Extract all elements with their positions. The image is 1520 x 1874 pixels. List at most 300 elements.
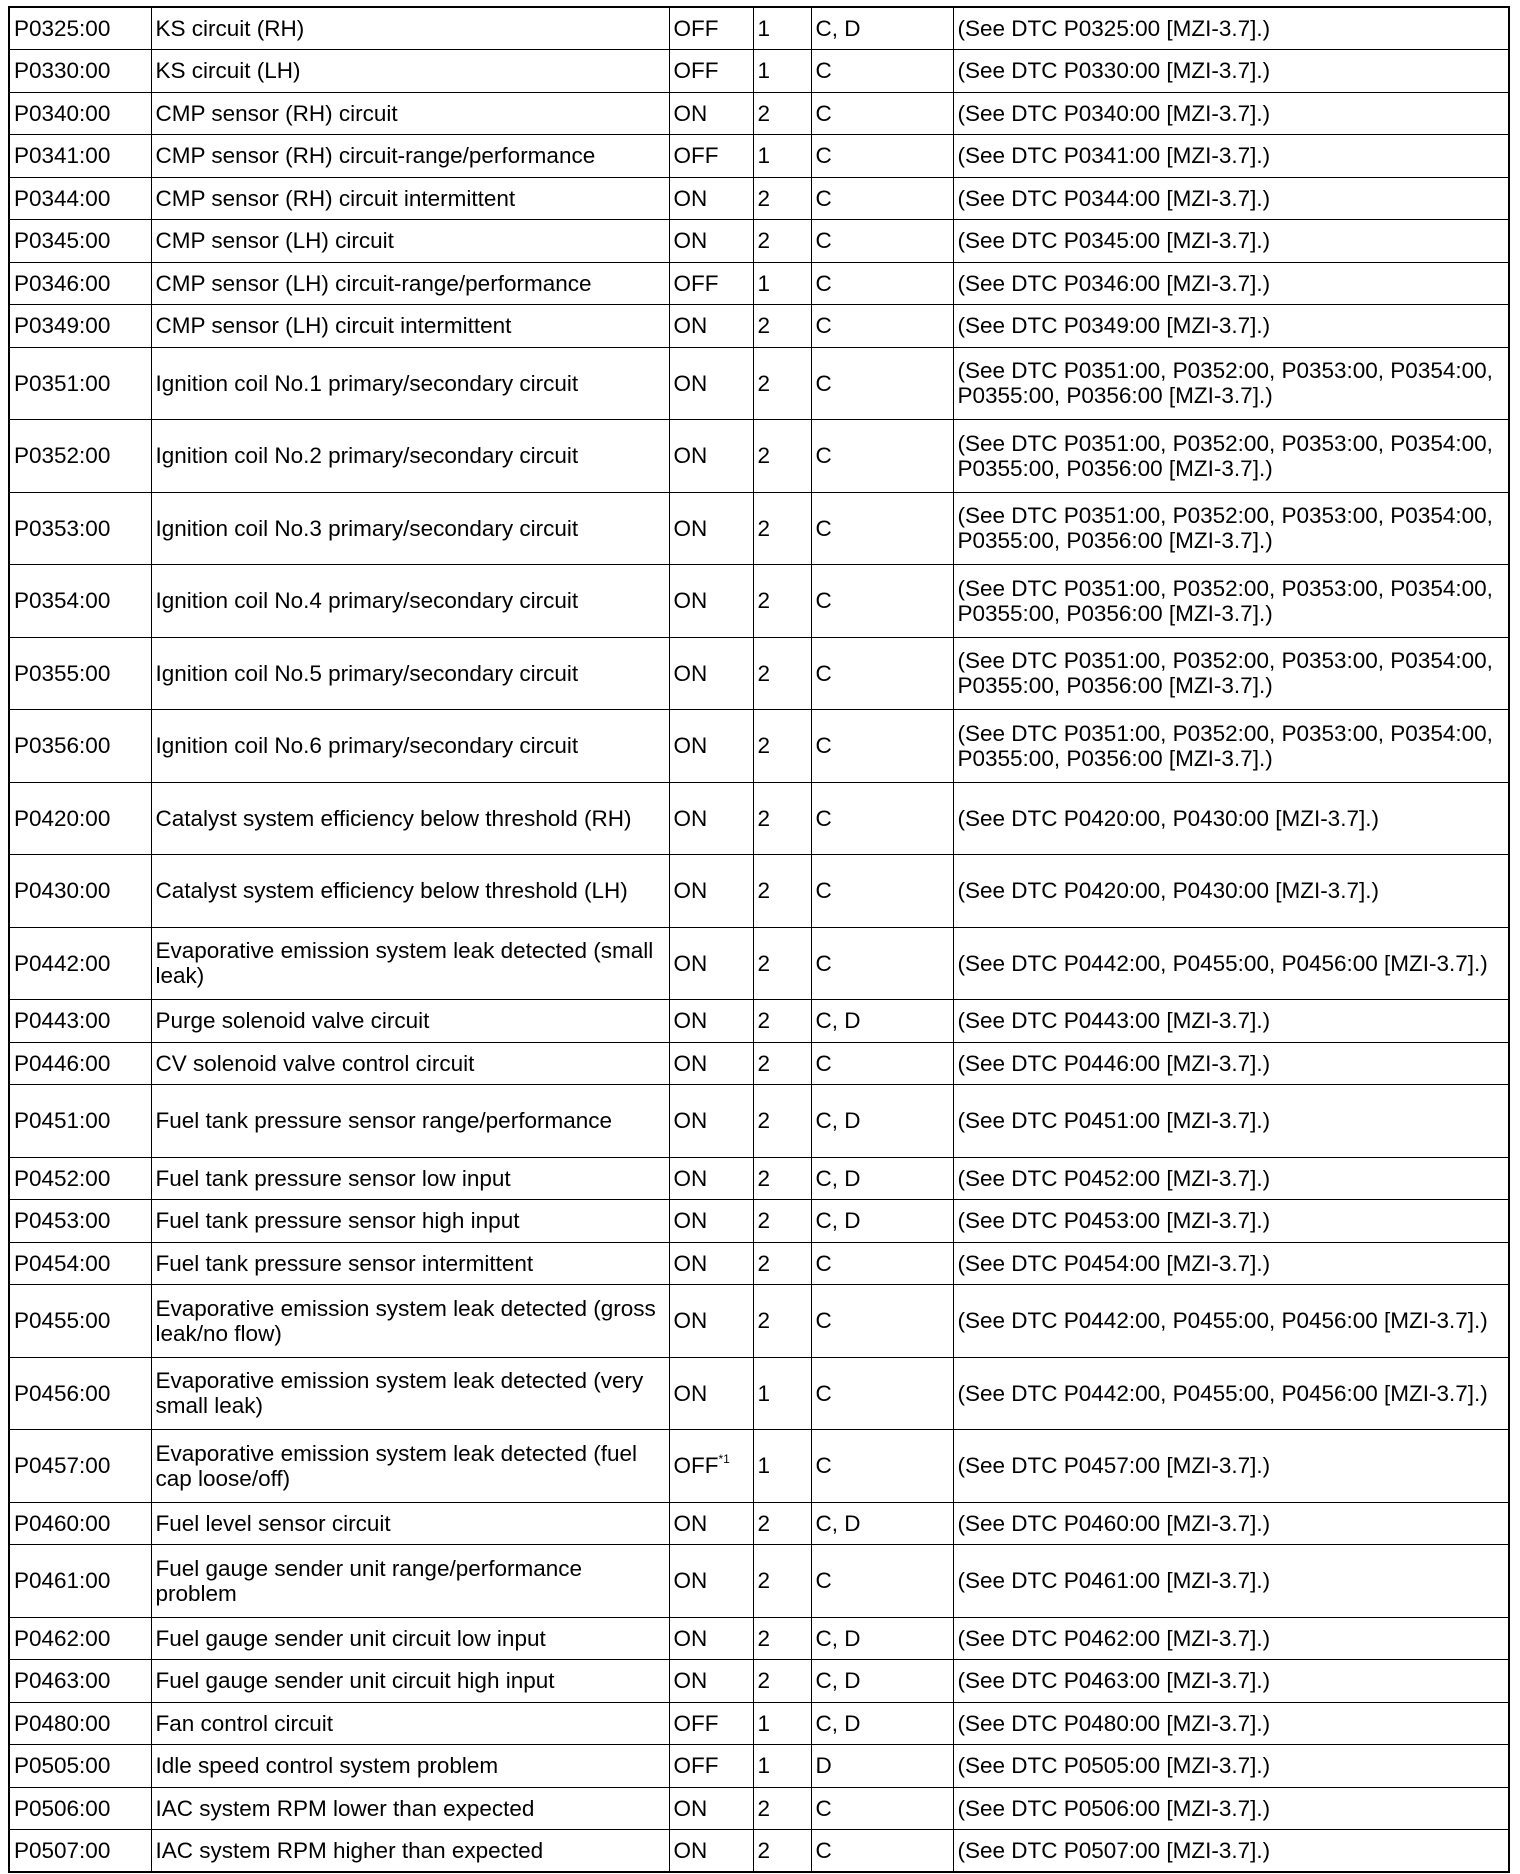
dtc-code-cell	[9, 1285, 151, 1358]
dtc-code-cell	[9, 1000, 151, 1043]
drive-cycle-cell	[753, 1787, 811, 1830]
reference-text: (See DTC P0505:00 [MZI-3.7].)	[957, 1753, 1271, 1779]
dtc-description-text: Fan control circuit	[155, 1710, 334, 1736]
mil-status-text: ON	[673, 1308, 708, 1334]
table-row	[9, 1617, 1509, 1660]
dtc-description-cell	[151, 7, 669, 50]
dtc-description-text: Evaporative emission system leak detected (small leak)	[155, 938, 654, 989]
drive-cycle-cell	[753, 1702, 811, 1745]
mil-status-cell	[669, 1830, 753, 1873]
dtc-code-text: P0349:00	[14, 313, 111, 339]
mil-status-cell	[669, 1085, 753, 1158]
table-row	[9, 1157, 1509, 1200]
monitor-item-text: C	[815, 515, 832, 541]
drive-cycle-cell	[753, 1357, 811, 1430]
monitor-item-cell	[811, 135, 953, 178]
table-row	[9, 92, 1509, 135]
reference-cell	[953, 1702, 1509, 1745]
dtc-code-text: P0351:00	[14, 370, 111, 396]
table-row	[9, 50, 1509, 93]
monitor-item-cell	[811, 1830, 953, 1873]
monitor-item-cell	[811, 1502, 953, 1545]
mil-status-cell	[669, 1285, 753, 1358]
drive-cycle-text: 2	[757, 1050, 771, 1076]
drive-cycle-text: 2	[757, 1795, 771, 1821]
drive-cycle-text: 2	[757, 805, 771, 831]
reference-cell	[953, 710, 1509, 783]
dtc-code-cell	[9, 1357, 151, 1430]
mil-status-text: OFF	[673, 270, 719, 296]
table-row	[9, 1242, 1509, 1285]
dtc-description-text: Fuel gauge sender unit range/performance problem	[155, 1555, 583, 1606]
mil-status-text: ON	[673, 588, 708, 614]
monitor-item-text: C	[815, 370, 832, 396]
dtc-description-text: Ignition coil No.1 primary/secondary circuit	[155, 370, 579, 396]
reference-cell	[953, 177, 1509, 220]
drive-cycle-text: 2	[757, 1568, 771, 1594]
dtc-code-text: P0462:00	[14, 1625, 111, 1651]
reference-text: (See DTC P0480:00 [MZI-3.7].)	[957, 1710, 1271, 1736]
dtc-description-cell	[151, 1357, 669, 1430]
mil-status-text: ON	[673, 950, 708, 976]
mil-status-cell	[669, 1157, 753, 1200]
dtc-description-text: Catalyst system efficiency below threshold (RH)	[155, 805, 632, 831]
reference-cell	[953, 1502, 1509, 1545]
reference-text: (See DTC P0341:00 [MZI-3.7].)	[957, 143, 1271, 169]
drive-cycle-text: 2	[757, 1008, 771, 1034]
dtc-code-text: P0443:00	[14, 1008, 111, 1034]
mil-status-text: ON	[673, 185, 708, 211]
reference-cell	[953, 1157, 1509, 1200]
drive-cycle-text: 2	[757, 185, 771, 211]
monitor-item-cell	[811, 855, 953, 928]
dtc-code-cell	[9, 565, 151, 638]
monitor-item-text: C	[815, 1250, 832, 1276]
dtc-code-text: P0453:00	[14, 1208, 111, 1234]
drive-cycle-cell	[753, 1745, 811, 1788]
monitor-item-cell	[811, 220, 953, 263]
dtc-code-cell	[9, 710, 151, 783]
reference-cell	[953, 420, 1509, 493]
table-row	[9, 1000, 1509, 1043]
dtc-description-text: Fuel tank pressure sensor range/performance	[155, 1108, 612, 1134]
drive-cycle-text: 2	[757, 660, 771, 686]
monitor-item-cell	[811, 347, 953, 420]
dtc-description-cell	[151, 135, 669, 178]
mil-status-cell	[669, 782, 753, 855]
dtc-description-text: Ignition coil No.6 primary/secondary circuit	[155, 733, 579, 759]
reference-text: (See DTC P0340:00 [MZI-3.7].)	[957, 100, 1271, 126]
mil-status-text: ON	[673, 313, 708, 339]
reference-text: (See DTC P0446:00 [MZI-3.7].)	[957, 1050, 1271, 1076]
monitor-item-cell	[811, 1702, 953, 1745]
table-row	[9, 637, 1509, 710]
monitor-item-text: C, D	[815, 1165, 861, 1191]
reference-text: (See DTC P0463:00 [MZI-3.7].)	[957, 1668, 1271, 1694]
reference-cell	[953, 1085, 1509, 1158]
mil-status-text: ON	[673, 1510, 708, 1536]
reference-cell	[953, 92, 1509, 135]
dtc-code-cell	[9, 1830, 151, 1873]
table-row	[9, 1745, 1509, 1788]
reference-text: (See DTC P0442:00, P0455:00, P0456:00 [MZI-3.7].)	[957, 1308, 1488, 1334]
table-row	[9, 7, 1509, 50]
drive-cycle-text: 2	[757, 1165, 771, 1191]
reference-text: (See DTC P0351:00, P0352:00, P0353:00, P0354:00, P0355:00, P0356:00 [MZI-3.7].)	[957, 358, 1493, 409]
monitor-item-cell	[811, 1357, 953, 1430]
monitor-item-cell	[811, 1285, 953, 1358]
dtc-description-cell	[151, 305, 669, 348]
monitor-item-cell	[811, 1787, 953, 1830]
mil-status-cell	[669, 262, 753, 305]
mil-status-text: ON	[673, 1795, 708, 1821]
table-row	[9, 565, 1509, 638]
mil-status-cell	[669, 927, 753, 1000]
monitor-item-text: C	[815, 733, 832, 759]
dtc-code-text: P0340:00	[14, 100, 111, 126]
table-row	[9, 347, 1509, 420]
mil-status-text: ON	[673, 515, 708, 541]
monitor-item-text: C	[815, 1568, 832, 1594]
dtc-description-text: Purge solenoid valve circuit	[155, 1008, 430, 1034]
dtc-code-cell	[9, 1787, 151, 1830]
mil-status-cell	[669, 1702, 753, 1745]
dtc-description-cell	[151, 220, 669, 263]
dtc-description-text: Fuel tank pressure sensor low input	[155, 1165, 511, 1191]
drive-cycle-cell	[753, 1285, 811, 1358]
monitor-item-cell	[811, 7, 953, 50]
mil-status-cell	[669, 1502, 753, 1545]
table-row	[9, 927, 1509, 1000]
table-row	[9, 492, 1509, 565]
reference-cell	[953, 1787, 1509, 1830]
drive-cycle-cell	[753, 637, 811, 710]
dtc-table	[8, 6, 1510, 1873]
dtc-description-cell	[151, 1430, 669, 1503]
mil-status-cell	[669, 1545, 753, 1618]
reference-cell	[953, 305, 1509, 348]
dtc-description-text: KS circuit (RH)	[155, 15, 305, 41]
dtc-code-cell	[9, 7, 151, 50]
dtc-description-cell	[151, 1042, 669, 1085]
drive-cycle-cell	[753, 1000, 811, 1043]
monitor-item-cell	[811, 1157, 953, 1200]
mil-status-text: ON	[673, 1250, 708, 1276]
dtc-description-text: Fuel tank pressure sensor high input	[155, 1208, 520, 1234]
monitor-item-cell	[811, 1745, 953, 1788]
drive-cycle-text: 1	[757, 15, 771, 41]
monitor-item-text: C	[815, 878, 832, 904]
mil-status-text: ON	[673, 1380, 708, 1406]
mil-status-cell	[669, 1242, 753, 1285]
reference-cell	[953, 1357, 1509, 1430]
dtc-code-text: P0330:00	[14, 58, 111, 84]
footnote-marker: *1	[718, 1452, 730, 1467]
mil-status-cell	[669, 420, 753, 493]
drive-cycle-cell	[753, 855, 811, 928]
dtc-code-cell	[9, 1200, 151, 1243]
dtc-code-text: P0346:00	[14, 270, 111, 296]
drive-cycle-text: 1	[757, 1380, 771, 1406]
monitor-item-text: C	[815, 270, 832, 296]
monitor-item-cell	[811, 262, 953, 305]
monitor-item-cell	[811, 492, 953, 565]
dtc-description-cell	[151, 177, 669, 220]
reference-text: (See DTC P0345:00 [MZI-3.7].)	[957, 228, 1271, 254]
dtc-description-cell	[151, 1660, 669, 1703]
mil-status-text: ON	[673, 1165, 708, 1191]
dtc-description-cell	[151, 1745, 669, 1788]
dtc-description-cell	[151, 1085, 669, 1158]
dtc-code-cell	[9, 1157, 151, 1200]
reference-cell	[953, 1000, 1509, 1043]
reference-text: (See DTC P0344:00 [MZI-3.7].)	[957, 185, 1271, 211]
reference-cell	[953, 262, 1509, 305]
dtc-code-cell	[9, 1502, 151, 1545]
mil-status-cell	[669, 50, 753, 93]
dtc-code-text: P0456:00	[14, 1380, 111, 1406]
mil-status-text: ON	[673, 1837, 708, 1863]
mil-status-text: ON	[673, 1008, 708, 1034]
mil-status-cell	[669, 855, 753, 928]
dtc-code-cell	[9, 855, 151, 928]
drive-cycle-cell	[753, 1200, 811, 1243]
drive-cycle-text: 2	[757, 100, 771, 126]
dtc-description-cell	[151, 637, 669, 710]
dtc-description-cell	[151, 1242, 669, 1285]
dtc-description-cell	[151, 262, 669, 305]
dtc-code-cell	[9, 1042, 151, 1085]
drive-cycle-cell	[753, 927, 811, 1000]
drive-cycle-text: 2	[757, 370, 771, 396]
monitor-item-text: C	[815, 228, 832, 254]
reference-text: (See DTC P0351:00, P0352:00, P0353:00, P0354:00, P0355:00, P0356:00 [MZI-3.7].)	[957, 575, 1493, 626]
dtc-code-cell	[9, 305, 151, 348]
monitor-item-cell	[811, 1242, 953, 1285]
monitor-item-cell	[811, 710, 953, 783]
drive-cycle-cell	[753, 1042, 811, 1085]
table-row	[9, 135, 1509, 178]
table-row	[9, 1660, 1509, 1703]
dtc-description-cell	[151, 492, 669, 565]
drive-cycle-cell	[753, 1157, 811, 1200]
mil-status-text: ON	[673, 1625, 708, 1651]
dtc-description-text: Ignition coil No.3 primary/secondary circuit	[155, 515, 579, 541]
reference-cell	[953, 927, 1509, 1000]
table-row	[9, 1357, 1509, 1430]
dtc-description-cell	[151, 1502, 669, 1545]
dtc-description-cell	[151, 1200, 669, 1243]
dtc-code-text: P0352:00	[14, 443, 111, 469]
reference-text: (See DTC P0325:00 [MZI-3.7].)	[957, 15, 1271, 41]
dtc-code-text: P0506:00	[14, 1795, 111, 1821]
table-row	[9, 1545, 1509, 1618]
mil-status-cell	[669, 1787, 753, 1830]
monitor-item-text: C	[815, 660, 832, 686]
mil-status-cell	[669, 1042, 753, 1085]
dtc-code-cell	[9, 262, 151, 305]
monitor-item-text: C	[815, 950, 832, 976]
drive-cycle-cell	[753, 565, 811, 638]
mil-status-cell	[669, 1745, 753, 1788]
monitor-item-text: C	[815, 1453, 832, 1479]
dtc-description-text: Evaporative emission system leak detected (fuel cap loose/off)	[155, 1440, 637, 1491]
mil-status-cell	[669, 637, 753, 710]
dtc-code-text: P0446:00	[14, 1050, 111, 1076]
drive-cycle-cell	[753, 710, 811, 783]
dtc-code-text: P0480:00	[14, 1710, 111, 1736]
dtc-description-text: Fuel gauge sender unit circuit low input	[155, 1625, 546, 1651]
dtc-code-cell	[9, 92, 151, 135]
drive-cycle-cell	[753, 1617, 811, 1660]
monitor-item-cell	[811, 420, 953, 493]
table-row	[9, 305, 1509, 348]
reference-text: (See DTC P0507:00 [MZI-3.7].)	[957, 1837, 1271, 1863]
table-row	[9, 1085, 1509, 1158]
reference-text: (See DTC P0443:00 [MZI-3.7].)	[957, 1008, 1271, 1034]
mil-status-cell	[669, 305, 753, 348]
drive-cycle-cell	[753, 135, 811, 178]
reference-cell	[953, 1285, 1509, 1358]
mil-status-cell	[669, 1200, 753, 1243]
drive-cycle-cell	[753, 1502, 811, 1545]
reference-cell	[953, 1200, 1509, 1243]
dtc-description-text: Catalyst system efficiency below threshold (LH)	[155, 878, 628, 904]
monitor-item-text: C, D	[815, 1108, 861, 1134]
mil-status-text: ON	[673, 370, 708, 396]
dtc-code-text: P0325:00	[14, 15, 111, 41]
reference-text: (See DTC P0462:00 [MZI-3.7].)	[957, 1625, 1271, 1651]
drive-cycle-cell	[753, 1830, 811, 1873]
dtc-description-text: IAC system RPM lower than expected	[155, 1795, 535, 1821]
monitor-item-text: C	[815, 1308, 832, 1334]
mil-status-text: ON	[673, 1108, 708, 1134]
drive-cycle-cell	[753, 50, 811, 93]
table-row	[9, 1200, 1509, 1243]
monitor-item-text: C	[815, 100, 832, 126]
reference-text: (See DTC P0420:00, P0430:00 [MZI-3.7].)	[957, 805, 1379, 831]
dtc-code-text: P0463:00	[14, 1668, 111, 1694]
monitor-item-text: C, D	[815, 1208, 861, 1234]
monitor-item-text: C	[815, 1795, 832, 1821]
drive-cycle-cell	[753, 7, 811, 50]
dtc-code-text: P0355:00	[14, 660, 111, 686]
drive-cycle-text: 2	[757, 1837, 771, 1863]
dtc-code-cell	[9, 927, 151, 1000]
dtc-description-cell	[151, 1157, 669, 1200]
dtc-code-text: P0345:00	[14, 228, 111, 254]
mil-status-text: ON	[673, 805, 708, 831]
table-row	[9, 782, 1509, 855]
table-row	[9, 1702, 1509, 1745]
drive-cycle-text: 1	[757, 143, 771, 169]
reference-text: (See DTC P0442:00, P0455:00, P0456:00 [MZI-3.7].)	[957, 1380, 1488, 1406]
reference-cell	[953, 1242, 1509, 1285]
dtc-code-text: P0341:00	[14, 143, 111, 169]
reference-text: (See DTC P0349:00 [MZI-3.7].)	[957, 313, 1271, 339]
reference-text: (See DTC P0452:00 [MZI-3.7].)	[957, 1165, 1271, 1191]
table-row	[9, 710, 1509, 783]
reference-cell	[953, 565, 1509, 638]
mil-status-cell	[669, 1430, 753, 1503]
monitor-item-text: C, D	[815, 1710, 861, 1736]
monitor-item-cell	[811, 565, 953, 638]
dtc-code-cell	[9, 1745, 151, 1788]
reference-text: (See DTC P0330:00 [MZI-3.7].)	[957, 58, 1271, 84]
monitor-item-cell	[811, 1000, 953, 1043]
dtc-description-text: Evaporative emission system leak detected (gross leak/no flow)	[155, 1295, 656, 1346]
drive-cycle-text: 2	[757, 515, 771, 541]
dtc-description-cell	[151, 1830, 669, 1873]
monitor-item-cell	[811, 50, 953, 93]
mil-status-cell	[669, 177, 753, 220]
reference-text: (See DTC P0442:00, P0455:00, P0456:00 [MZI-3.7].)	[957, 950, 1488, 976]
table-row	[9, 1787, 1509, 1830]
mil-status-text: ON	[673, 228, 708, 254]
mil-status-text: ON	[673, 1208, 708, 1234]
table-row	[9, 1042, 1509, 1085]
reference-cell	[953, 50, 1509, 93]
dtc-description-text: Fuel tank pressure sensor intermittent	[155, 1250, 534, 1276]
dtc-code-text: P0460:00	[14, 1510, 111, 1536]
dtc-description-cell	[151, 855, 669, 928]
dtc-code-text: P0451:00	[14, 1108, 111, 1134]
monitor-item-text: C, D	[815, 1625, 861, 1651]
reference-cell	[953, 220, 1509, 263]
drive-cycle-text: 2	[757, 1108, 771, 1134]
monitor-item-text: C, D	[815, 1008, 861, 1034]
dtc-code-text: P0507:00	[14, 1837, 111, 1863]
monitor-item-cell	[811, 1660, 953, 1703]
table-row	[9, 1430, 1509, 1503]
reference-text: (See DTC P0420:00, P0430:00 [MZI-3.7].)	[957, 878, 1379, 904]
mil-status-text: OFF	[673, 1753, 719, 1779]
drive-cycle-cell	[753, 177, 811, 220]
dtc-description-text: CV solenoid valve control circuit	[155, 1050, 475, 1076]
dtc-description-text: CMP sensor (LH) circuit	[155, 228, 394, 254]
mil-status-cell	[669, 92, 753, 135]
dtc-code-text: P0356:00	[14, 733, 111, 759]
drive-cycle-cell	[753, 220, 811, 263]
dtc-code-cell	[9, 220, 151, 263]
table-row	[9, 1285, 1509, 1358]
reference-cell	[953, 492, 1509, 565]
reference-cell	[953, 7, 1509, 50]
dtc-description-cell	[151, 782, 669, 855]
monitor-item-text: C	[815, 313, 832, 339]
dtc-description-text: Evaporative emission system leak detected (very small leak)	[155, 1368, 644, 1419]
mil-status-cell	[669, 1357, 753, 1430]
mil-status-cell	[669, 1660, 753, 1703]
dtc-code-text: P0353:00	[14, 515, 111, 541]
reference-cell	[953, 1545, 1509, 1618]
drive-cycle-cell	[753, 782, 811, 855]
drive-cycle-cell	[753, 305, 811, 348]
monitor-item-cell	[811, 1085, 953, 1158]
drive-cycle-cell	[753, 1430, 811, 1503]
reference-cell	[953, 1660, 1509, 1703]
reference-text: (See DTC P0351:00, P0352:00, P0353:00, P0354:00, P0355:00, P0356:00 [MZI-3.7].)	[957, 720, 1493, 771]
reference-text: (See DTC P0461:00 [MZI-3.7].)	[957, 1568, 1271, 1594]
drive-cycle-text: 1	[757, 1710, 771, 1736]
dtc-code-cell	[9, 1242, 151, 1285]
reference-cell	[953, 347, 1509, 420]
reference-text: (See DTC P0346:00 [MZI-3.7].)	[957, 270, 1271, 296]
monitor-item-cell	[811, 1617, 953, 1660]
reference-text: (See DTC P0351:00, P0352:00, P0353:00, P0354:00, P0355:00, P0356:00 [MZI-3.7].)	[957, 430, 1493, 481]
mil-status-cell	[669, 135, 753, 178]
dtc-code-cell	[9, 1085, 151, 1158]
